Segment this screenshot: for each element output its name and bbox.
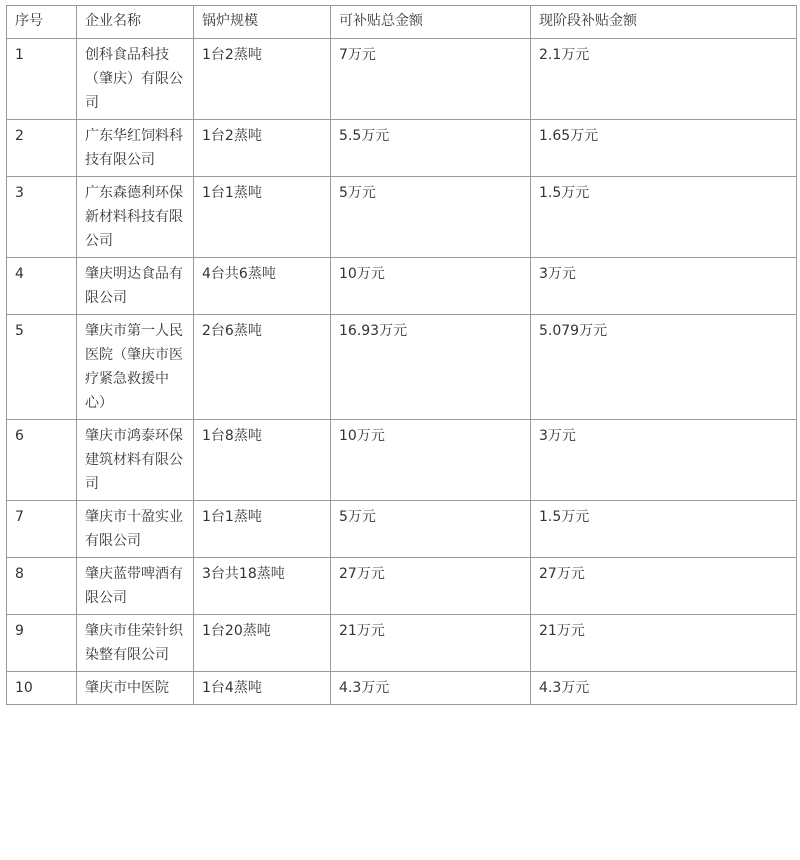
- cell-serial-number: 6: [7, 420, 77, 501]
- cell-company-name: 肇庆市鸿泰环保建筑材料有限公司: [77, 420, 194, 501]
- cell-total-subsidy: 7万元: [331, 39, 531, 120]
- cell-company-name: 肇庆蓝带啤酒有限公司: [77, 558, 194, 615]
- cell-boiler-scale: 1台2蒸吨: [194, 39, 331, 120]
- cell-company-name: 肇庆市佳荣针织染整有限公司: [77, 615, 194, 672]
- cell-current-subsidy: 2.1万元: [531, 39, 797, 120]
- cell-total-subsidy: 21万元: [331, 615, 531, 672]
- cell-serial-number: 3: [7, 177, 77, 258]
- cell-boiler-scale: 3台共18蒸吨: [194, 558, 331, 615]
- table-row: [7, 258, 797, 315]
- cell-current-subsidy: 5.079万元: [531, 315, 797, 420]
- cell-boiler-scale: 1台20蒸吨: [194, 615, 331, 672]
- cell-company-name: 广东华红饲料科技有限公司: [77, 120, 194, 177]
- cell-current-subsidy: 21万元: [531, 615, 797, 672]
- cell-total-subsidy: 5万元: [331, 177, 531, 258]
- cell-serial-number: 9: [7, 615, 77, 672]
- cell-company-name: 肇庆市中医院: [77, 672, 194, 705]
- cell-current-subsidy: 27万元: [531, 558, 797, 615]
- cell-current-subsidy: 1.65万元: [531, 120, 797, 177]
- cell-serial-number: 8: [7, 558, 77, 615]
- cell-total-subsidy: 4.3万元: [331, 672, 531, 705]
- cell-serial-number: 4: [7, 258, 77, 315]
- cell-boiler-scale: 4台共6蒸吨: [194, 258, 331, 315]
- table-row: [7, 315, 797, 420]
- cell-total-subsidy: 5万元: [331, 501, 531, 558]
- table-row: [7, 177, 797, 258]
- table-row: [7, 39, 797, 120]
- table-body: [7, 39, 797, 705]
- cell-serial-number: 2: [7, 120, 77, 177]
- table-header: [7, 6, 797, 39]
- cell-boiler-scale: 1台2蒸吨: [194, 120, 331, 177]
- cell-serial-number: 10: [7, 672, 77, 705]
- subsidy-table: [6, 5, 797, 705]
- table-row: [7, 615, 797, 672]
- cell-company-name: 肇庆市第一人民医院（肇庆市医疗紧急救援中心）: [77, 315, 194, 420]
- cell-total-subsidy: 16.93万元: [331, 315, 531, 420]
- cell-total-subsidy: 5.5万元: [331, 120, 531, 177]
- cell-company-name: 广东森德利环保新材料科技有限公司: [77, 177, 194, 258]
- table-row: [7, 120, 797, 177]
- header-row: [7, 6, 797, 39]
- cell-boiler-scale: 1台1蒸吨: [194, 177, 331, 258]
- cell-company-name: 肇庆市十盈实业有限公司: [77, 501, 194, 558]
- cell-boiler-scale: 1台1蒸吨: [194, 501, 331, 558]
- table-row: [7, 558, 797, 615]
- cell-boiler-scale: 1台8蒸吨: [194, 420, 331, 501]
- cell-total-subsidy: 10万元: [331, 258, 531, 315]
- cell-company-name: 创科食品科技（肇庆）有限公司: [77, 39, 194, 120]
- cell-current-subsidy: 4.3万元: [531, 672, 797, 705]
- cell-serial-number: 7: [7, 501, 77, 558]
- cell-current-subsidy: 1.5万元: [531, 501, 797, 558]
- cell-total-subsidy: 27万元: [331, 558, 531, 615]
- header-total-subsidy: 可补贴总金额: [331, 6, 531, 39]
- header-company-name: 企业名称: [77, 6, 194, 39]
- cell-current-subsidy: 3万元: [531, 258, 797, 315]
- cell-company-name: 肇庆明达食品有限公司: [77, 258, 194, 315]
- cell-boiler-scale: 2台6蒸吨: [194, 315, 331, 420]
- table-row: [7, 420, 797, 501]
- cell-serial-number: 1: [7, 39, 77, 120]
- header-current-subsidy: 现阶段补贴金额: [531, 6, 797, 39]
- header-serial-number: 序号: [7, 6, 77, 39]
- cell-current-subsidy: 1.5万元: [531, 177, 797, 258]
- table-row: [7, 501, 797, 558]
- table-row: [7, 672, 797, 705]
- cell-serial-number: 5: [7, 315, 77, 420]
- header-boiler-scale: 锅炉规模: [194, 6, 331, 39]
- cell-total-subsidy: 10万元: [331, 420, 531, 501]
- cell-current-subsidy: 3万元: [531, 420, 797, 501]
- cell-boiler-scale: 1台4蒸吨: [194, 672, 331, 705]
